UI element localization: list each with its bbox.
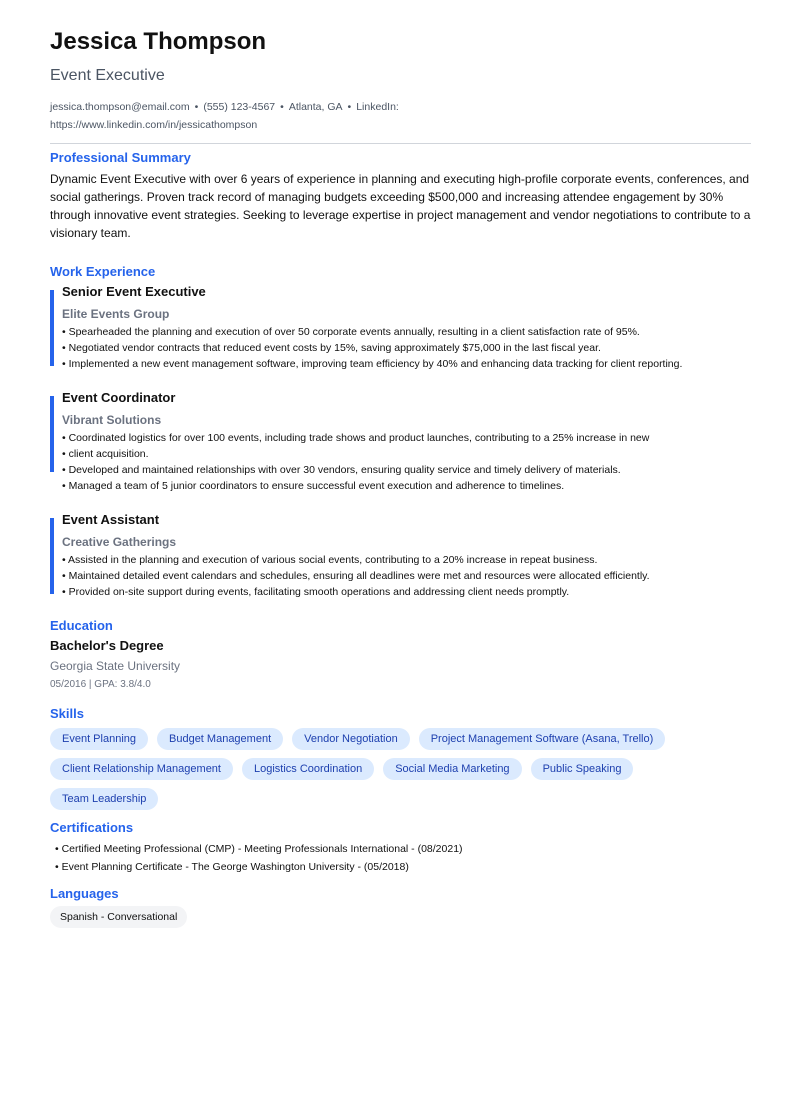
bullet-item: • Coordinated logistics for over 100 events, including trade shows and product launches, contributing to a 25% increase in new: [62, 432, 650, 444]
skill-chip: Event Planning: [50, 728, 148, 750]
skill-chip: Public Speaking: [531, 758, 634, 780]
company-name: Vibrant Solutions: [62, 413, 162, 427]
email-link[interactable]: jessica.thompson@email.com: [50, 101, 190, 113]
education-section: [50, 618, 756, 692]
candidate-title: Event Executive: [50, 67, 165, 84]
job-accent-bar: [50, 290, 54, 366]
education-heading: Education: [50, 618, 113, 633]
candidate-name: Jessica Thompson: [50, 28, 267, 55]
header-divider: [50, 143, 751, 144]
skill-chip: Logistics Coordination: [242, 758, 374, 780]
education-meta: 05/2016 | GPA: 3.8/4.0: [50, 679, 151, 690]
languages-section: [50, 886, 756, 928]
bullet-item: • Maintained detailed event calendars and schedules, ensuring all deadlines were met and resources were allocated efficiently.: [62, 570, 650, 582]
bullet-item: • client acquisition.: [62, 448, 149, 460]
certifications-heading: Certifications: [50, 820, 134, 835]
experience-section: [50, 264, 756, 600]
phone-number: (555) 123-4567: [203, 101, 276, 113]
bullet-item: • Spearheaded the planning and execution of over 50 corporate events annually, resulting in a client satisfaction rate of 95%.: [62, 326, 640, 338]
job-title: Event Assistant: [62, 512, 160, 527]
certifications-section: [50, 820, 756, 876]
skill-chip: Team Leadership: [50, 788, 158, 810]
experience-heading: Work Experience: [50, 264, 156, 279]
bullet-item: • Managed a team of 5 junior coordinators to ensure successful event execution and adherence to timelines.: [62, 480, 565, 492]
certifications-list: [50, 840, 756, 876]
company-name: Creative Gatherings: [62, 535, 177, 549]
skills-list: [50, 728, 756, 818]
job-accent-bar: [50, 518, 54, 594]
bullet-item: • Developed and maintained relationships with over 30 vendors, ensuring quality service and timely delivery of materials.: [62, 464, 621, 476]
languages-list: [50, 906, 756, 928]
job-bullets: [62, 552, 756, 600]
job-accent-bar: [50, 396, 54, 472]
certification-item: • Event Planning Certificate - The George Washington University - (05/2018): [55, 861, 409, 873]
resume-page: [50, 28, 756, 928]
skills-heading: Skills: [50, 706, 84, 721]
job-bullets: [62, 430, 756, 494]
skills-section: [50, 706, 756, 818]
job-bullets: [62, 324, 756, 372]
linkedin-label: LinkedIn:: [356, 101, 399, 113]
skill-chip: Vendor Negotiation: [292, 728, 410, 750]
job-title: Event Coordinator: [62, 390, 176, 405]
summary-heading: Professional Summary: [50, 150, 191, 165]
language-chip: Spanish - Conversational: [50, 906, 187, 928]
job-entry: [50, 390, 756, 494]
skill-chip: Social Media Marketing: [383, 758, 521, 780]
separator: •: [347, 101, 352, 113]
bullet-item: • Negotiated vendor contracts that reduced event costs by 15%, saving approximately $75,000 in the last fiscal year.: [62, 342, 601, 354]
separator: •: [280, 101, 284, 113]
contact-info: [50, 98, 410, 134]
company-name: Elite Events Group: [62, 307, 170, 321]
languages-heading: Languages: [50, 886, 119, 901]
summary-section: [50, 150, 756, 242]
location: Atlanta, GA: [288, 101, 343, 113]
linkedin-link[interactable]: https://www.linkedin.com/in/jessicathompson: [50, 119, 258, 131]
summary-text: Dynamic Event Executive with over 6 years of experience in planning and executing high-profile corporate events, conferences, and social gatherings. Proven track record of managing budgets exceeding $500,000 and increasing attendee engagement by 30% through innovative event strategies. Seeking to leverage expertise in project management and vendor negotiations to contribute to a visionary team.: [50, 172, 751, 240]
degree-title: Bachelor's Degree: [50, 638, 164, 653]
school-name: Georgia State University: [50, 659, 181, 673]
bullet-item: • Provided on-site support during events, facilitating smooth operations and addressing client needs promptly.: [62, 586, 570, 598]
job-title: Senior Event Executive: [62, 284, 206, 299]
skill-chip: Budget Management: [157, 728, 283, 750]
resume-header: [50, 28, 756, 144]
bullet-item: • Assisted in the planning and execution of various social events, contributing to a 20% increase in repeat business.: [62, 554, 598, 566]
skill-chip: Client Relationship Management: [50, 758, 233, 780]
bullet-item: • Implemented a new event management software, improving team efficiency by 40% and enhancing data tracking for client reporting.: [62, 358, 683, 370]
skill-chip: Project Management Software (Asana, Trello): [419, 728, 666, 750]
job-entry: [50, 284, 756, 372]
job-entry: [50, 512, 756, 600]
certification-item: • Certified Meeting Professional (CMP) - Meeting Professionals International - (08/2021): [55, 843, 463, 855]
separator: •: [194, 101, 199, 113]
